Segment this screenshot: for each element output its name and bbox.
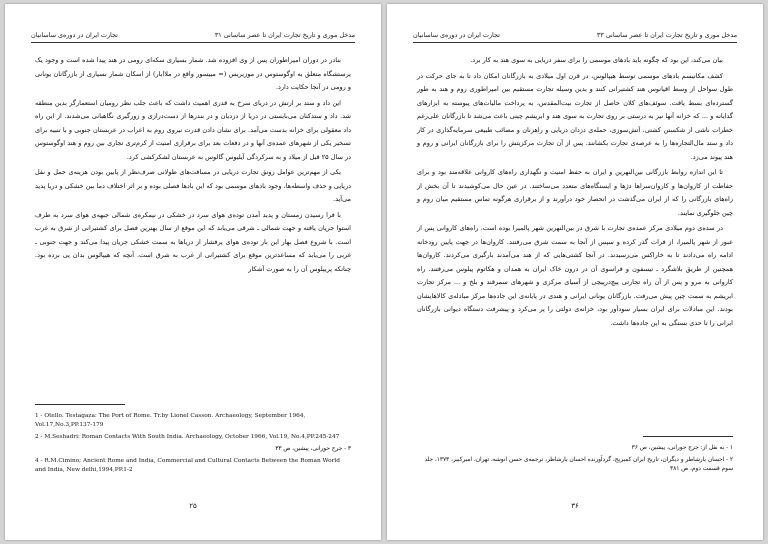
- footnote: ۳ - جرج حورانی، پیشین، ص ۳۳: [275, 446, 351, 452]
- running-header: [31, 30, 355, 43]
- footnote: 2 - M.Seshadri: Roman Contacts With South India. Archaeology, October 1966, Vol.19, No.4,PP.245-247: [35, 434, 340, 440]
- running-header: [413, 30, 737, 43]
- header-book-title: تجارت ایران در دوره‌ی ساسانیان: [31, 31, 118, 39]
- body-text: [35, 54, 351, 278]
- paragraph: کشف مکانیسم بادهای موسمی توسط هیپالوس، در قرن اول میلادی به بازرگانان امکان داد تا به جای حرکت در طول سواحل از وسط اقیانوس هند کشتیرانی کنند و بدین وسیله تجارت مستقیم بین امپراطوری روم و هند به طور گسترده‌ای بسط یافت. سوئف‌های کلان حاصل از تجارت بیت‌المقدس، به پرداخت مالیات‌های پیوسته به ابزارهای گدایانه و ... که خزانه آنها نیز به درستی بر روی تجارت به سوی هند و ابریشم چینی باعث می‌شد تا بازرگانان علی‌رغم خطرات ناشی از شکستن کشتی، آتش‌سوزی، حمله‌ی دزدان دریایی و راهزنان و مصائب طبیعی سرمایه‌گذاری در کار داد و ستد مال‌التجاره‌ها را به عرصه‌ی تجارت بکشانند. پس از آن تجارت مرکزیتش را برای بازرگانان ایرانی و روم و هند پیوند می‌زد.: [417, 71, 734, 161]
- paragraph: تا این اندازه روابط بازرگانی بین‌النهرین و ایران به حفظ امنیت و نگهداری راه‌های کاروانی علاقه‌مند بود و برای حفاظت از کاروان‌ها و کاروان‌سراها دژها و ایستگاه‌های متعدد می‌ساختند. در عین حال می‌کوشیدند تا آن بخش از راه‌های بازرگانی را که از ایران می‌گذشت در انحصار خود درآورند و از برقراری هرگونه تماس مستقیم میان روم و چین جلوگیری نمایند.: [417, 168, 733, 217]
- left-page: [5, 4, 381, 540]
- paragraph: یکی از مهم‌ترین عوامل رونق تجارت دریایی در مسافت‌های طولانی صرف‌نظر از پایین بودن هزینه‌ی حمل و نقل دریایی و حذف واسطه‌ها، وجود بادهای موسمی بود که این بادها فصلی بوده و بر اثر اختلاف دما بین خشکی و دریا پدید می‌آید.: [35, 168, 351, 203]
- paragraph: بنادر در دوران امپراطوران پس از وی افزوده شد. شمار بسیاری سکه‌ای رومی در هند پیدا شده است و وجود یک پرستشگاه متعلق به اوگوستوس در موزیریس (= مییسور واقع در ملاابار) از اسکان شمار بسیاری از بازرگانان یونانی و رومی در آنجا حکایت دارد.: [35, 56, 351, 91]
- footnote-rule: [35, 404, 125, 405]
- page-number: ۲۵: [189, 502, 197, 510]
- footnote-rule: [643, 436, 733, 437]
- header-book-title: تجارت ایران در دوره‌ی ساسانیان: [413, 31, 500, 39]
- paragraph: این داد و ستد بر ارتش در دریای سرخ به قدری اهمیت داشت که باعث جلب نظر رومیان استعمارگر بدین منطقه شد. داد و ستدکنان می‌بایستی در دریا از دزدیان و در بندرها از دست‌درازی و زورگیری نگاهبانی می‌شدند. از این راه داد معقولی برای خزانه بدست می‌آمد. برای نشان دادن قدرت نیروی روم به اعراب در عربستان جنوبی و با تنبیه برای تسخیر یکی از شهرهای عمده‌ی آنها و در دفعات بعد برای برقراری امنیت از کرم‌تری تجاری بین روم و هند اوگوستوس در سال ۲۵ قبل از میلاد و به سرکردگی آیلیوس گالوس به عربستان لشکرکشی کرد.: [35, 98, 351, 161]
- header-title: مدخل موری و تاریخ تجارت ایران تا عصر ساسانی ۳۳: [596, 31, 737, 39]
- footnote: 4 - R.M.Cimino; Ancient Rome and India, Commercial and Cultural Contacts Between the Roman World and India, New delhi,1994,PP.1-2: [35, 458, 340, 473]
- header-title: مدخل موری و تاریخ تجارت ایران تا عصر ساسانی ۳۱: [214, 31, 355, 39]
- body-text: [417, 54, 733, 332]
- footnote: ۱ - به نقل از: جرج حورانی، پیشین، ص ۳۶: [631, 445, 733, 451]
- paragraph: با فرا رسیدن زمستان و پدید آمدن توده‌ی هوای سرد در خشکی در نیمکره‌ی شمالی جبهه‌ی هوای سرد به طرف استوا جریان یافته و جهت شمالی ـ شرقی می‌یابد که این موقع از سال بهترین فصل برای کشتیرانی از شرق به غرب است. با شروع فصل بهار این بار توده‌ی هوای پرفشار از دریاها به سمت خشکی جریان پیدا می‌کند و جهت جنوبی ـ غربی را می‌یابد که مساعدترین موقع برای کشتیرانی از غرب به شرق است. آنچه که هیپالوس بدان پی برده بود. چنانکه پریپلوس آن را به صورت آشکار: [35, 210, 351, 273]
- right-page: [387, 4, 763, 540]
- paragraph: بیان می‌کند، این بود که چگونه باید بادهای موسمی را برای سفر دریایی به سوی هند به کار برد.: [470, 56, 723, 64]
- footnotes: [35, 412, 351, 478]
- page-number: ۳۶: [571, 502, 579, 510]
- footnote: 1 - Otello. Testagaza: The Port of Rome. Tr.by Lionel Casson. Archaeology, September 1964, Vol.17,No.3,PP.137-179: [35, 413, 306, 428]
- paragraph: در سده‌ی دوم میلادی مرکز عمده‌ی تجارت با شرق در بین‌النهرین شهر پالمیرا بوده است. راه‌های کاروانی پس از عبور از شهر پالمیرا، از فرات گذر کرده و سپس از آنجا به سمت شرق می‌رفتند. کاروان‌ها در جهت پایین رودخانه ادامه راه می‌دادند تا به خاراکس می‌رسیدند. در آنجا کشتی‌هایی که از هند می‌آمدند بارگیری می‌کردند. کاروان‌ها همچنین از طریق بلاشگرد ـ تیسفون و فراسوی آن در درون خاک ایران به همدان و هکاتوم پیلوس می‌رفتند. راه کاروانی به مرو و پس از آن راه تجارتی پیچ‌درپیچی از آسیای مرکزی و شهرهای سمرقند و بلخ و ... مرکز تجارت ابریشم به سمت چین پیش می‌رفت. بازرگانان یونانی ایرانی و هندی در پایانه‌ی این جاده‌ها مرکز مبادله‌ی کالاهایشان بودند. این مبادلات برای ایران بسیار سودآور بود، خزانه‌ی دولتی را پر می‌کرد و پیشرفت دستگاه دیوانی بازرگانان ایرانی را تا حدی بستگی به این جاده‌ها داشت.: [417, 224, 733, 327]
- footnotes: [417, 444, 733, 477]
- footnote: ۲ - احسان یارشاطر و دیگران، تاریخ ایران کمبریج، گردآورنده احسان یارشاطر، ترجمه‌ی حسن انوشه، تهران، امیرکبیر، ۱۳۷۳، جلد سوم قسمت دوم، ص ۳۸۱: [424, 457, 733, 472]
